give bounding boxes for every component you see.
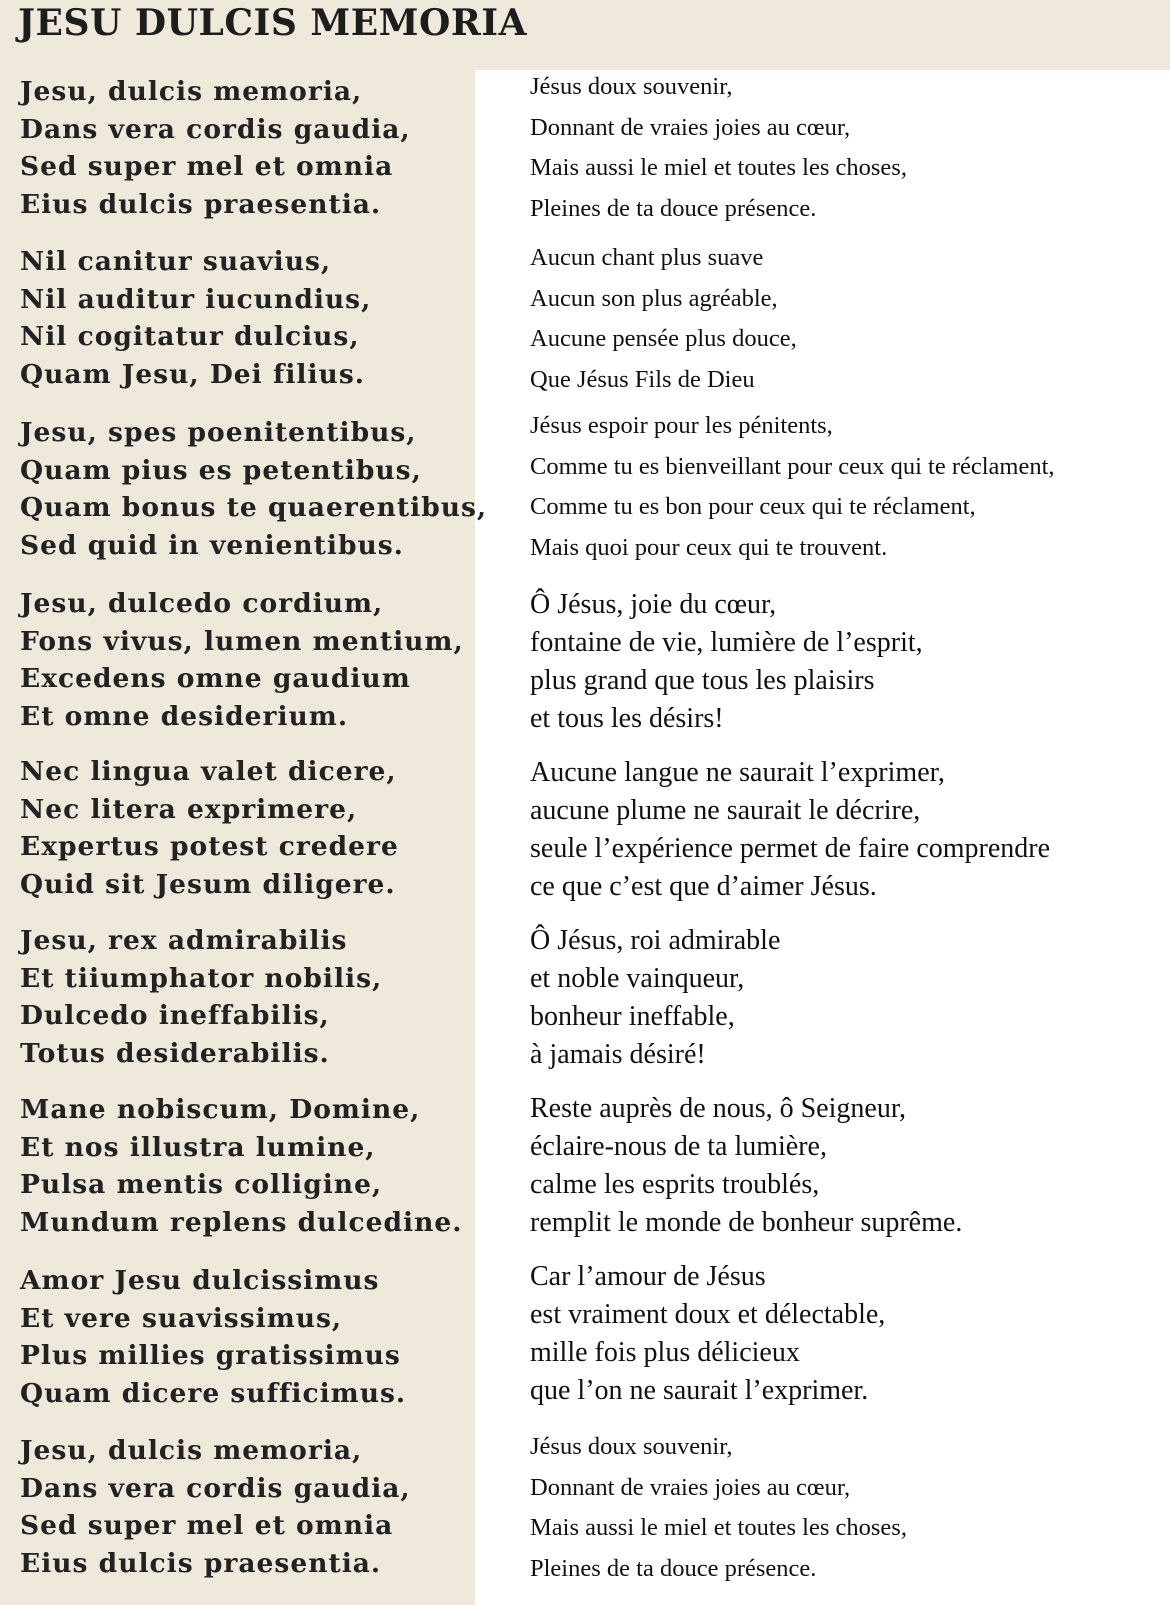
french-line: Donnant de vraies joies au cœur, bbox=[530, 1473, 851, 1501]
french-stanza bbox=[530, 586, 923, 738]
latin-stanza bbox=[20, 922, 382, 1072]
latin-line: Plus millies gratissimus bbox=[20, 1340, 401, 1371]
french-line: éclaire-nous de ta lumière, bbox=[530, 1131, 827, 1162]
french-stanza bbox=[530, 238, 797, 400]
latin-line: Quam dicere sufficimus. bbox=[20, 1377, 407, 1409]
latin-line: Nil canitur suavius, bbox=[20, 246, 332, 277]
french-line: Pleines de ta douce présence. bbox=[530, 194, 817, 222]
page-title: JESU DULCIS MEMORIA bbox=[18, 2, 528, 44]
latin-stanza bbox=[20, 753, 399, 903]
title-strip-background bbox=[475, 0, 1170, 70]
latin-line: Totus desiderabilis. bbox=[20, 1037, 330, 1069]
latin-line: Nec litera exprimere, bbox=[20, 793, 358, 825]
latin-line: Jesu, dulcis memoria, bbox=[20, 1435, 363, 1466]
latin-line: Dulcedo ineffabilis, bbox=[20, 1000, 330, 1031]
latin-stanza bbox=[20, 1091, 462, 1241]
french-stanza bbox=[530, 67, 907, 229]
french-line: plus grand que tous les plaisirs bbox=[530, 665, 875, 696]
french-line: Aucun son plus agréable, bbox=[530, 284, 778, 312]
french-line: et noble vainqueur, bbox=[530, 963, 745, 994]
french-stanza bbox=[530, 1258, 885, 1410]
french-stanza bbox=[530, 922, 780, 1074]
latin-line: Jesu, dulcis memoria, bbox=[20, 76, 363, 107]
latin-line: Quam pius es petentibus, bbox=[20, 454, 422, 486]
french-line: Aucune pensée plus douce, bbox=[530, 325, 797, 352]
latin-line: Mane nobiscum, Domine, bbox=[20, 1094, 421, 1125]
french-line: Comme tu es bon pour ceux qui te réclament, bbox=[530, 493, 976, 520]
latin-stanza bbox=[20, 73, 411, 223]
french-line: calme les esprits troublés, bbox=[530, 1169, 820, 1200]
latin-line: Et nos illustra lumine, bbox=[20, 1131, 376, 1163]
latin-line: Et tiiumphator nobilis, bbox=[20, 962, 383, 994]
latin-line: Eius dulcis praesentia. bbox=[20, 188, 382, 220]
latin-line: Nec lingua valet dicere, bbox=[20, 756, 397, 787]
french-line: Donnant de vraies joies au cœur, bbox=[530, 113, 851, 141]
latin-line: Et omne desiderium. bbox=[20, 700, 349, 732]
french-line: que l’on ne saurait l’exprimer. bbox=[530, 1375, 869, 1406]
latin-stanza bbox=[20, 1262, 406, 1412]
french-line: Mais quoi pour ceux qui te trouvent. bbox=[530, 533, 888, 561]
latin-line: Nil cogitatur dulcius, bbox=[20, 321, 360, 352]
french-line: Aucune langue ne saurait l’exprimer, bbox=[530, 757, 945, 788]
latin-line: Jesu, dulcedo cordium, bbox=[20, 588, 384, 619]
french-line: mille fois plus délicieux bbox=[530, 1337, 800, 1368]
french-line: Jésus espoir pour les pénitents, bbox=[530, 412, 833, 439]
french-stanza bbox=[530, 1090, 962, 1242]
french-line: seule l’expérience permet de faire comprendre bbox=[530, 833, 1051, 864]
latin-line: Sed quid in venientibus. bbox=[20, 529, 404, 561]
french-line: est vraiment doux et délectable, bbox=[530, 1299, 886, 1330]
french-line: remplit le monde de bonheur suprême. bbox=[530, 1207, 963, 1238]
french-line: bonheur ineffable, bbox=[530, 1001, 735, 1032]
french-line: Jésus doux souvenir, bbox=[530, 1433, 733, 1460]
french-line: Reste auprès de nous, ô Seigneur, bbox=[530, 1093, 907, 1124]
french-line: et tous les désirs! bbox=[530, 703, 724, 734]
latin-line: Sed super mel et omnia bbox=[20, 151, 394, 182]
french-line: Aucun chant plus suave bbox=[530, 244, 764, 271]
french-line: Que Jésus Fils de Dieu bbox=[530, 365, 755, 393]
latin-line: Fons vivus, lumen mentium, bbox=[20, 625, 464, 657]
french-line: Comme tu es bienveillant pour ceux qui te réclament, bbox=[530, 452, 1055, 480]
french-line: Jésus doux souvenir, bbox=[530, 73, 733, 100]
french-line: Ô Jésus, joie du cœur, bbox=[530, 589, 777, 620]
latin-line: Amor Jesu dulcissimus bbox=[20, 1265, 380, 1296]
latin-line: Excedens omne gaudium bbox=[20, 663, 411, 694]
french-line: aucune plume ne saurait le décrire, bbox=[530, 795, 921, 826]
latin-line: Quam Jesu, Dei filius. bbox=[20, 358, 365, 390]
french-line: fontaine de vie, lumière de l’esprit, bbox=[530, 627, 923, 658]
latin-line: Quam bonus te quaerentibus, bbox=[20, 492, 488, 523]
french-line: Car l’amour de Jésus bbox=[530, 1261, 766, 1292]
latin-line: Mundum replens dulcedine. bbox=[20, 1206, 463, 1238]
french-line: Ô Jésus, roi admirable bbox=[530, 925, 781, 956]
latin-stanza bbox=[20, 1432, 411, 1582]
latin-line: Jesu, rex admirabilis bbox=[20, 925, 348, 956]
french-line: Pleines de ta douce présence. bbox=[530, 1554, 817, 1582]
latin-line: Dans vera cordis gaudia, bbox=[20, 113, 411, 145]
latin-line: Jesu, spes poenitentibus, bbox=[20, 417, 417, 448]
latin-line: Sed super mel et omnia bbox=[20, 1510, 394, 1541]
french-line: Mais aussi le miel et toutes les choses, bbox=[530, 1514, 907, 1541]
latin-stanza bbox=[20, 585, 464, 735]
french-stanza bbox=[530, 1427, 907, 1589]
latin-stanza bbox=[20, 243, 371, 393]
latin-line: Et vere suavissimus, bbox=[20, 1302, 343, 1334]
latin-line: Expertus potest credere bbox=[20, 831, 399, 862]
latin-line: Eius dulcis praesentia. bbox=[20, 1547, 382, 1579]
latin-stanza bbox=[20, 414, 487, 564]
french-stanza bbox=[530, 406, 1055, 568]
latin-line: Nil auditur iucundius, bbox=[20, 283, 372, 315]
french-stanza bbox=[530, 754, 1050, 906]
latin-line: Quid sit Jesum diligere. bbox=[20, 868, 396, 900]
latin-line: Dans vera cordis gaudia, bbox=[20, 1472, 411, 1504]
latin-line: Pulsa mentis colligine, bbox=[20, 1169, 383, 1200]
french-line: Mais aussi le miel et toutes les choses, bbox=[530, 154, 907, 181]
french-line: à jamais désiré! bbox=[530, 1039, 706, 1070]
french-line: ce que c’est que d’aimer Jésus. bbox=[530, 871, 877, 902]
